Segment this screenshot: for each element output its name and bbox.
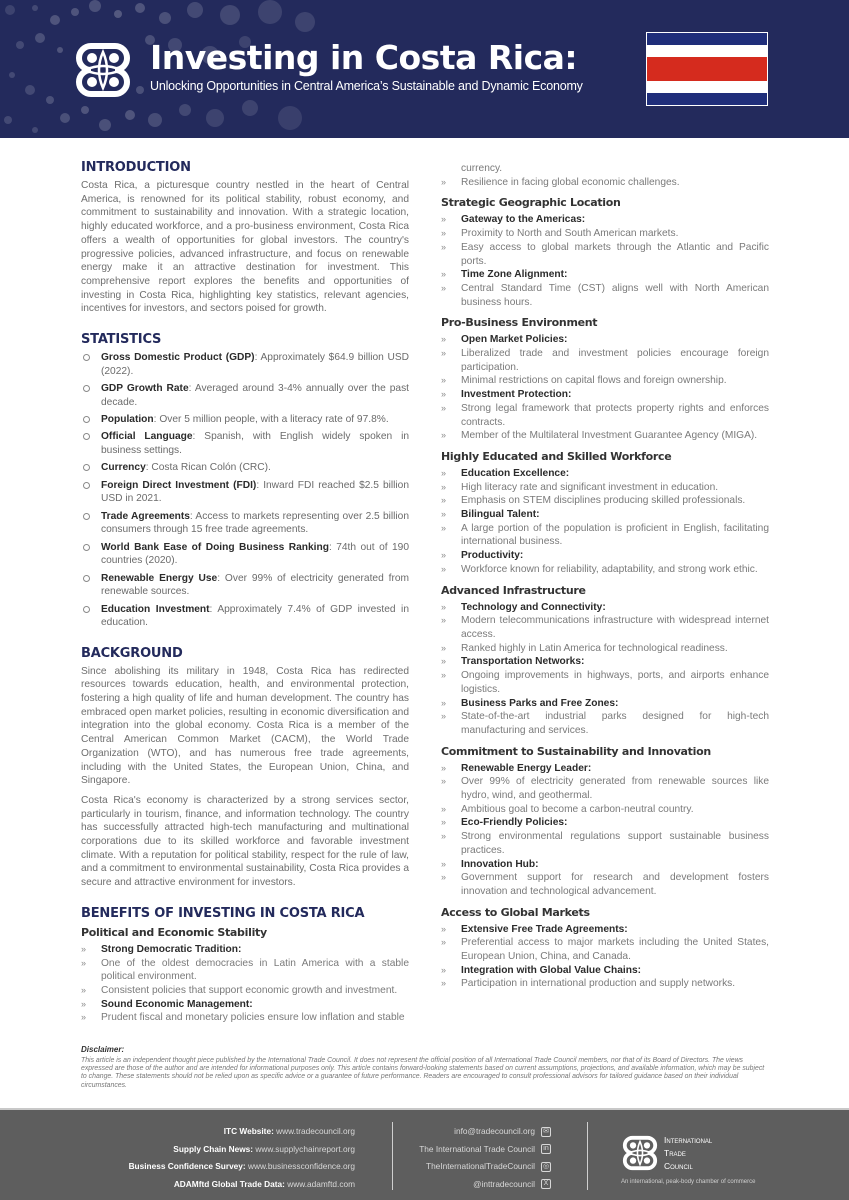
footer-instagram-link[interactable]: TheInternationalTradeCouncil ◎ (426, 1161, 550, 1171)
benefits-list-location (441, 213, 769, 309)
footer (0, 1108, 849, 1200)
statistic-value: Access to markets representing over 2.5 billion consumers through 15 free trade agreements. (101, 510, 410, 536)
list-item-heading: » Sound Economic Management: (81, 998, 253, 1010)
list-item: » Proximity to North and South American markets. (441, 228, 679, 240)
statistic-value: Over 5 million people, with a literacy rate of 97.8%. (156, 414, 389, 426)
statistics-list (81, 351, 409, 630)
chevron-double-right-icon: » (81, 984, 87, 995)
circle-bullet-icon (83, 544, 90, 551)
list-item: » Preferential access to major markets including the United States, European Union, China, and Canada. (441, 937, 769, 963)
chevron-double-right-icon: » (441, 241, 447, 252)
flag-stripe-red (647, 57, 767, 81)
benefits-subheading-stability: Political and Economic Stability (81, 925, 267, 939)
list-item: » Government support for research and development fosters innovation and technological advancement. (441, 872, 769, 897)
statistic-label: Gross Domestic Product (GDP) (101, 352, 255, 364)
circle-bullet-icon (83, 513, 90, 520)
circle-bullet-icon (83, 385, 90, 392)
disclaimer-label: Disclaimer: (81, 1045, 125, 1054)
chevron-double-right-icon: » (441, 762, 447, 773)
chevron-double-right-icon: » (441, 282, 447, 293)
chevron-double-right-icon: » (441, 467, 447, 478)
list-item: » Easy access to global markets through the Atlantic and Pacific ports. (441, 241, 769, 267)
list-item: » Consistent policies that support economic growth and investment. (81, 984, 398, 996)
statistic-item: Gross Domestic Product (GDP): Approximately $64.9 billion USD (2022). (81, 351, 409, 378)
list-item: » Prudent fiscal and monetary policies ensure low inflation and stable (81, 1012, 405, 1024)
flag-stripe-white (647, 45, 767, 57)
list-item: » One of the oldest democracies in Latin America with a stable political environment. (81, 957, 409, 983)
footer-linkedin-link[interactable]: The International Trade Council in (419, 1141, 551, 1159)
list-item-heading: » Investment Protection: (441, 389, 572, 401)
list-item-heading: » Time Zone Alignment: (441, 269, 568, 281)
statistic-item: GDP Growth Rate: Averaged around 3-4% annually over the past decade. (81, 382, 409, 409)
chevron-double-right-icon: » (441, 964, 447, 975)
benefits-subheading-global-markets: Access to Global Markets (441, 905, 590, 919)
chevron-double-right-icon: » (441, 522, 447, 533)
list-item: » Strong legal framework that protects property rights and enforces contracts. (441, 402, 769, 428)
statistic-value: Spanish, with English widely spoken in business settings. (101, 431, 409, 457)
benefits-subheading-pro-business: Pro-Business Environment (441, 316, 598, 330)
statistic-value: Costa Rican Colón (CRC). (148, 462, 271, 474)
chevron-double-right-icon: » (441, 656, 447, 667)
chevron-double-right-icon: » (441, 937, 447, 948)
statistic-item: Currency: Costa Rican Colón (CRC). (81, 461, 409, 475)
list-item-heading: » Eco-Friendly Policies: (441, 817, 568, 829)
list-item: » Ongoing improvements in highways, ports, and airports enhance logistics. (441, 670, 769, 695)
chevron-double-right-icon: » (441, 375, 447, 386)
disclaimer-text: This article is an independent thought piece published by the International Trade Council. It does not represent the official position of all International Trade Council members, nor that of its Board of Directors. The views expressed are those of the author and are intended for informational purposes only. This article contains forward-looking statements based on current assumptions, projections, and available information, which may be subject to change. These statements should not be relied upon as specific advice or a guarantee of future performance. Readers are encouraged to consult professional advisors for tailored guidance based on their individual circumstances. (81, 1057, 765, 1089)
chevron-double-right-icon: » (441, 923, 447, 934)
chevron-double-right-icon: » (81, 957, 87, 968)
circle-bullet-icon (83, 482, 90, 489)
itc-knot-logo-icon (621, 1134, 659, 1172)
circle-bullet-icon (83, 433, 90, 440)
chevron-double-right-icon: » (441, 978, 447, 989)
list-item: » Over 99% of electricity generated from renewable sources like hydro, wind, and geothermal. (441, 776, 769, 802)
footer-divider (587, 1122, 588, 1190)
statistic-value: Averaged around 3-4% annually over the past decade. (101, 383, 409, 408)
itc-tagline: An international, peak-body chamber of commerce (621, 1179, 756, 1185)
footer-divider (392, 1122, 393, 1190)
chevron-double-right-icon: » (441, 670, 447, 681)
statistic-value: 74th out of 190 countries (2020). (101, 541, 409, 567)
flag-stripe-blue (647, 93, 767, 105)
list-item-heading: » Transportation Networks: (441, 656, 585, 668)
footer-link-adamftd[interactable]: ADAMftd Global Trade Data: www.adamftd.com (173, 1178, 355, 1189)
list-item: » A large portion of the population is proficient in English, facilitating international business. (441, 522, 769, 548)
list-item: » Central Standard Time (CST) aligns well with North American business hours. (441, 282, 769, 308)
benefits-heading: BENEFITS OF INVESTING IN COSTA RICA (81, 905, 365, 921)
benefits-list-infrastructure (441, 601, 769, 738)
list-item-heading: » Extensive Free Trade Agreements: (441, 923, 628, 935)
chevron-double-right-icon: » (441, 389, 447, 400)
statistic-item: Renewable Energy Use: Over 99% of electricity generated from renewable sources. (81, 572, 409, 599)
chevron-double-right-icon: » (441, 615, 447, 626)
footer-link-business-confidence[interactable]: Business Confidence Survey: www.businessconfidence.org (128, 1161, 355, 1171)
statistic-item: Education Investment: Approximately 7.4% of GDP invested in education. (81, 603, 409, 630)
chevron-double-right-icon: » (441, 563, 447, 574)
chevron-double-right-icon: » (441, 803, 447, 814)
statistic-item: Official Language: Spanish, with English widely spoken in business settings. (81, 430, 409, 457)
chevron-double-right-icon: » (81, 1012, 87, 1023)
background-heading: BACKGROUND (81, 645, 183, 661)
list-item-continuation: currency. (461, 163, 503, 174)
list-item: » Ranked highly in Latin America for technological readiness. (441, 642, 728, 654)
chevron-double-right-icon: » (441, 334, 447, 345)
chevron-double-right-icon: » (441, 214, 447, 225)
statistic-label: Trade Agreements (101, 510, 190, 522)
chevron-double-right-icon: » (441, 872, 447, 883)
list-item: » State-of-the-art industrial parks designed for high-tech manufacturing and services. (441, 711, 769, 736)
statistic-value: Over 99% of electricity generated from renewable sources. (101, 572, 409, 598)
flag-stripe-blue (647, 33, 767, 45)
statistic-value: Approximately $64.9 billion USD (2022). (101, 352, 409, 377)
list-item: » Strong environmental regulations support sustainable business practices. (441, 831, 769, 856)
instagram-icon: ◎ (542, 1162, 550, 1170)
list-item-heading: » Open Market Policies: (441, 334, 568, 346)
statistic-label: GDP Growth Rate (101, 383, 189, 395)
circle-bullet-icon (83, 606, 90, 613)
statistic-item: Population: Over 5 million people, with a literacy rate of 97.8%. (81, 413, 409, 427)
statistic-label: Foreign Direct Investment (FDI) (101, 479, 257, 491)
footer-link-itc-website[interactable]: ITC Website: www.tradecouncil.org (223, 1126, 355, 1136)
itc-knot-logo-icon (73, 40, 133, 100)
chevron-double-right-icon: » (441, 348, 447, 359)
list-item-heading: » Business Parks and Free Zones: (441, 697, 619, 709)
background-paragraph-1: Since abolishing its military in 1948, Costa Rica has redirected resources towards education, health, and environmental protection, fostering a high quality of life and human development. The country has embraced open market policies, resulting in economic diversification and integration into the global economy. Costa Rica is a member of the Central American Common Market (CACM), the World Trade Organization (WTO), and has numerous free trade agreements, including with the United States, the European Union, China, and Singapore. (81, 665, 409, 787)
x-twitter-icon: X (541, 1179, 551, 1189)
linkedin-icon: in (541, 1144, 551, 1154)
chevron-double-right-icon: » (441, 550, 447, 561)
chevron-double-right-icon: » (441, 697, 447, 708)
statistic-label: Renewable Energy Use (101, 572, 218, 584)
disclaimer (81, 1045, 771, 1090)
list-item: » High literacy rate and significant investment in education. (441, 481, 719, 493)
page-subtitle: Unlocking Opportunities in Central America’s Sustainable and Dynamic Economy (150, 79, 583, 93)
page-title: Investing in Costa Rica: (150, 38, 578, 77)
background-paragraph-2: Costa Rica's economy is characterized by a strong services sector, particularly in tourism, finance, and information technology. The country has successfully attracted high-tech manufacturing and multinational corporations due to its skilled workforce and favorable investment climate. With a reputation for political stability, respect for the rule of law, and a commitment to environmental sustainability, Costa Rica provides a secure and attractive environment for investors. (81, 794, 409, 889)
benefits-list-pro-business (441, 333, 769, 443)
list-item: » Member of the Multilateral Investment Guarantee Agency (MIGA). (441, 430, 758, 442)
list-item-heading: » Strong Democratic Tradition: (81, 943, 242, 955)
list-item-heading: » Gateway to the Americas: (441, 214, 586, 226)
list-item-heading: » Innovation Hub: (441, 858, 539, 870)
statistic-item: Foreign Direct Investment (FDI): Inward FDI reached $2.5 billion USD in 2021. (81, 479, 409, 506)
circle-bullet-icon (83, 464, 90, 471)
chevron-double-right-icon: » (441, 776, 447, 787)
chevron-double-right-icon: » (441, 711, 447, 722)
itc-brand-name: International Trade Council (664, 1135, 713, 1171)
list-item: » Emphasis on STEM disciplines producing skilled professionals. (441, 495, 746, 507)
footer-social (419, 1123, 551, 1193)
list-item-heading: » Education Excellence: (441, 467, 570, 479)
benefits-list-stability-continued-items (441, 176, 769, 190)
benefits-list-global-markets (441, 923, 769, 992)
chevron-double-right-icon: » (441, 817, 447, 828)
costa-rica-flag-icon (646, 32, 768, 106)
chevron-double-right-icon: » (81, 943, 87, 954)
statistic-label: Currency (101, 462, 146, 474)
statistic-item: Trade Agreements: Access to markets representing over 2.5 billion consumers through 15 free trade agreements. (81, 510, 409, 537)
benefits-subheading-location: Strategic Geographic Location (441, 196, 621, 210)
chevron-double-right-icon: » (441, 495, 447, 506)
chevron-double-right-icon: » (441, 831, 447, 842)
list-item: » Modern telecommunications infrastructure with widespread internet access. (441, 615, 769, 640)
benefits-subheading-infrastructure: Advanced Infrastructure (441, 583, 586, 597)
left-column (81, 160, 409, 1025)
chevron-double-right-icon: » (441, 642, 447, 653)
footer-links (129, 1123, 355, 1193)
chevron-double-right-icon: » (441, 176, 447, 187)
introduction-text: Costa Rica, a picturesque country nestled in the heart of Central America, is renowned for its political stability, robust economy, and commitment to sustainability and innovation. With a strategic location, highly educated workforce, and a pro-business environment, Costa Rica offers a wealth of opportunities for global investors. The country's progressive policies, advanced infrastructure, and focus on renewable energy make it an attractive destination for investment. This comprehensive report explores the benefits and opportunities of investing in Costa Rica, highlighting key statistics, relevant agencies, incentives for investors, and sectors poised for growth. (81, 180, 409, 315)
list-item-heading: » Productivity: (441, 550, 524, 562)
statistic-label: Official Language (101, 431, 193, 443)
circle-bullet-icon (83, 416, 90, 423)
chevron-double-right-icon: » (441, 402, 447, 413)
list-item: » Liberalized trade and investment policies encourage foreign participation. (441, 348, 769, 373)
right-column (441, 162, 769, 991)
footer-email-link[interactable]: info@tradecouncil.org ✉ (419, 1123, 551, 1141)
chevron-double-right-icon: » (441, 858, 447, 869)
chevron-double-right-icon: » (441, 509, 447, 520)
list-item-heading: » Renewable Energy Leader: (441, 762, 592, 774)
footer-link-supply-chain-news[interactable]: Supply Chain News: www.supplychainreport.org (173, 1143, 355, 1154)
list-item-heading: » Integration with Global Value Chains: (441, 964, 641, 976)
list-item: » Resilience in facing global economic challenges. (441, 176, 680, 188)
benefits-list-stability (81, 943, 409, 1025)
statistic-value: Inward FDI reached $2.5 billion USD in 2021. (101, 479, 409, 505)
benefits-subheading-sustainability: Commitment to Sustainability and Innovation (441, 744, 711, 758)
statistic-label: World Bank Ease of Doing Business Ranking (101, 541, 329, 553)
chevron-double-right-icon: » (441, 601, 447, 612)
list-item-heading: » Technology and Connectivity: (441, 601, 606, 613)
benefits-list-stability-continued (441, 162, 769, 176)
circle-bullet-icon (83, 354, 90, 361)
chevron-double-right-icon: » (81, 998, 87, 1009)
statistic-label: Population (101, 414, 154, 426)
benefits-list-workforce (441, 467, 769, 577)
statistic-item: World Bank Ease of Doing Business Ranking: 74th out of 190 countries (2020). (81, 541, 409, 568)
statistics-heading: STATISTICS (81, 332, 162, 348)
benefits-list-sustainability (441, 762, 769, 899)
chevron-double-right-icon: » (441, 430, 447, 441)
introduction-heading: INTRODUCTION (81, 160, 191, 175)
circle-bullet-icon (83, 575, 90, 582)
footer-x-link[interactable]: @inttradecouncil X (419, 1176, 551, 1194)
statistic-label: Education Investment (101, 603, 210, 615)
benefits-subheading-workforce: Highly Educated and Skilled Workforce (441, 449, 672, 463)
flag-stripe-white (647, 81, 767, 93)
chevron-double-right-icon: » (441, 228, 447, 239)
list-item: » Minimal restrictions on capital flows and foreign ownership. (441, 375, 727, 387)
list-item: » Workforce known for reliability, adaptability, and strong work ethic. (441, 563, 758, 575)
list-item: » Ambitious goal to become a carbon-neutral country. (441, 803, 694, 815)
chevron-double-right-icon: » (441, 481, 447, 492)
list-item-heading: » Bilingual Talent: (441, 509, 540, 521)
email-icon: ✉ (541, 1127, 551, 1137)
list-item: » Participation in international production and supply networks. (441, 978, 736, 990)
header-banner (0, 0, 849, 138)
statistic-value: Approximately 7.4% of GDP invested in education. (101, 603, 409, 629)
chevron-double-right-icon: » (441, 269, 447, 280)
